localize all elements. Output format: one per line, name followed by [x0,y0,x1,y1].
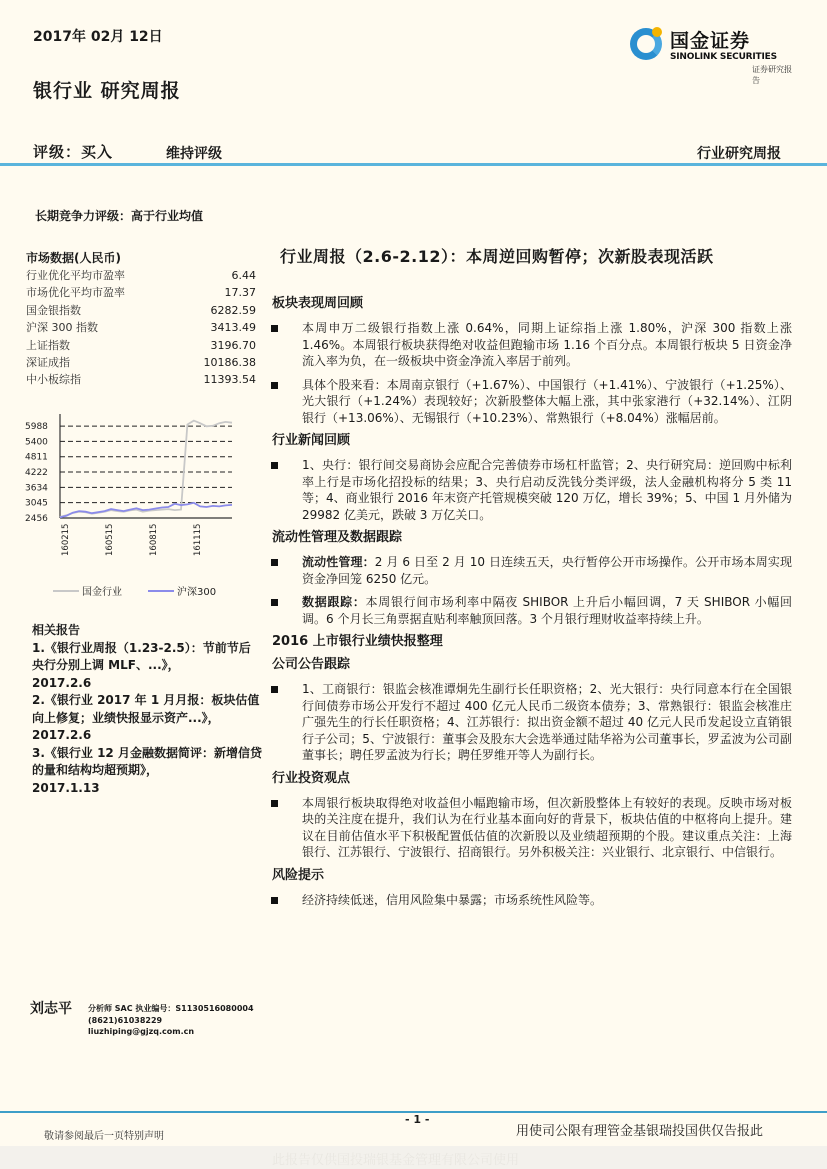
market-data-row [26,319,256,336]
square-bullet-icon [271,897,278,904]
author-name: 刘志平 [30,1001,72,1017]
row-label: 行业优化平均市盈率 [26,269,125,282]
report-type: 行业研究周报 [697,146,781,162]
bullet-text: 经济持续低迷，信用风险集中暴露；市场系统性风险等。 [302,892,603,907]
author-phone: (8621)61038229 [88,1015,163,1025]
market-data-row [26,354,256,371]
y-tick-label: 5988 [25,422,48,433]
square-bullet-icon [271,462,278,469]
logo-subtitle: 证券研究报告 [752,65,792,85]
usage-note: 用使司公限有理管金基银瑞投国供仅告报此 [516,1124,764,1139]
legend-label: 沪深300 [177,587,217,598]
bullet-item [272,457,792,523]
y-tick-label: 2456 [25,514,48,524]
row-value: 17.37 [224,286,256,300]
x-tick-label: 161115 [193,523,203,556]
bullet-text: 本周申万二级银行指数上涨 0.64%，同期上证综指上涨 1.80%，沪深 300 指数上涨 1.46%。本周银行板块获得绝对收益但跑输市场 1.16 个百分点。本周银行板块 5 日资金净流入率为负，在一级板块中资金净流入率居于前列。 [302,321,792,368]
header-divider [0,163,827,166]
author-email[interactable]: liuzhiping@gjzq.com.cn [88,1027,195,1036]
square-bullet-icon [271,559,278,566]
x-tick-label: 160515 [105,523,115,556]
author-info [88,1003,254,1038]
bullet-label: 流动性管理： [302,555,375,569]
square-bullet-icon [271,599,278,606]
bullet-item [272,594,792,627]
x-tick-label: 160815 [149,523,159,556]
bullet-text: 本周银行间市场利率中隔夜 SHIBOR 上升后小幅回调，7 天 SHIBOR 小幅回调。6 个月长三角票据直贴利率触顶回落。3 个月银行理财收益率持续上升。 [302,595,792,626]
row-label: 中小板综指 [26,373,81,387]
author-license: 分析师 SAC 执业编号：S1130516080004 [88,1004,254,1013]
bullet-text: 2 月 6 日至 2 月 10 日连续五天，央行暂停公开市场操作。公开市场本周实现资金净回笼 6250 亿元。 [302,555,792,586]
page-number: - 1 - [405,1113,430,1126]
logo-cn-name: 国金证券 [670,30,751,52]
row-value: 11393.54 [203,373,256,387]
bullet-text: 具体个股来看：本周南京银行（+1.67%）、中国银行（+1.41%）、宁波银行（+1.25%）、光大银行（+1.24%）表现较好；次新股整体大幅上涨，其中张家港行（+32.14%）、江阴银行（+13.06%）、无锡银行（+10.23%）、常熟银行（+8.04%）涨幅居前。 [302,377,792,425]
logo-dot-icon [652,27,662,37]
bullet-item [272,377,792,427]
index-comparison-chart [20,410,240,600]
section-heading: 板块表现周回顾 [272,296,364,311]
row-label: 市场优化平均市盈率 [26,286,125,300]
row-label: 上证指数 [26,338,70,352]
section-heading: 公司公告跟踪 [272,657,351,672]
row-label: 国金银指数 [26,303,81,317]
y-tick-label: 3045 [25,498,48,509]
rating-status: 维持评级 [166,146,222,162]
related-report-item[interactable]: 3.《银行业 12 月金融数据简评：新增信贷的量和结构均超预期》， 2017.1.13 [32,745,262,795]
section-heading: 行业新闻回顾 [272,433,351,448]
line-chart [20,410,240,600]
x-tick-label: 160215 [61,523,71,556]
y-tick-label: 4811 [25,452,48,463]
logo-en-name: SINOLINK SECURITIES [670,52,777,62]
bullet-item [272,320,792,370]
market-data-row [26,302,256,319]
bullet-label: 数据跟踪： [302,595,366,609]
square-bullet-icon [271,800,278,807]
market-data-row [26,267,256,284]
market-data-row [26,371,256,388]
bullet-item [272,681,792,764]
related-reports [32,622,262,797]
bullet-item [272,892,792,909]
series-line [60,503,232,518]
market-data-row [26,284,256,301]
row-value: 6282.59 [210,303,256,317]
y-tick-label: 5400 [25,437,48,448]
square-bullet-icon [271,325,278,332]
industry-title: 银行业 研究周报 [33,80,181,102]
bullet-text: 本周银行板块取得绝对收益但小幅跑输市场，但次新股整体上有较好的表现。反映市场对板块的关注度在提升，我们认为在行业基本面向好的背景下，板块估值的中枢将向上提升。建议在目前估值水平下积极配置低估值的次新股以及业绩超预期的个股。建议重点关注：上海银行、江苏银行、宁波银行、招商银行。另外积极关注：兴业银行、北京银行、中信银行。 [302,795,792,859]
report-date: 2017年 02月 12日 [33,29,163,45]
rating: 评级：买入 [33,143,114,161]
watermark: 此报告仅供国投瑞银基金管理有限公司使用 [272,1153,520,1168]
row-value: 3413.49 [210,321,256,335]
bullet-item [272,554,792,587]
square-bullet-icon [271,382,278,389]
y-tick-label: 4222 [25,468,48,479]
bullet-text: 1、央行：银行间交易商协会应配合完善债券市场杠杆监管；2、央行研究局：逆回购中标利率上行是市场化招投标的结果；3、央行启动反洗钱分类评级，法人金融机构将分 5 类 11 等；4、商业银行 2016 年末资产托管规模突破 120 万亿，增长 39%；5、中国 1 月外储为 29982 亿美元，跌破 3 万亿关口。 [302,458,792,522]
related-reports-title: 相关报告 [32,623,81,637]
market-data-row [26,337,256,354]
related-report-item[interactable]: 2.《银行业 2017 年 1 月月报：板块估值向上修复；业绩快报显示资产...》，2017.2.6 [32,693,260,742]
section-heading: 风险提示 [272,867,325,883]
related-report-item[interactable]: 1.《银行业周报（1.23-2.5）：节前节后央行分别上调 MLF、...》， 2017.2.6 [32,640,251,690]
legend-label: 国金行业 [82,587,122,598]
row-label: 深证成指 [26,355,70,369]
square-bullet-icon [271,686,278,693]
section-heading: 2016 上市银行业绩快报整理 [272,634,443,649]
long-term-rating: 长期竞争力评级：高于行业均值 [35,209,204,223]
row-value: 3196.70 [210,338,256,352]
disclaimer-note: 敬请参阅最后一页特别声明 [44,1131,164,1142]
row-value: 10186.38 [203,355,256,369]
section-heading: 流动性管理及数据跟踪 [272,530,403,545]
report-body [272,290,792,913]
row-label: 沪深 300 指数 [26,321,98,335]
bullet-item [272,795,792,861]
y-tick-label: 3634 [25,483,48,494]
sinolink-logo [628,24,793,85]
row-value: 6.44 [231,269,256,282]
report-title: 行业周报（2.6-2.12）：本周逆回购暂停；次新股表现活跃 [280,247,714,266]
section-heading: 行业投资观点 [272,770,351,786]
bullet-text: 1、工商银行：银监会核准谭炯先生副行长任职资格；2、光大银行：央行同意本行在全国银行间债券市场公开发行不超过 400 亿元人民币二级资本债券；3、常熟银行：银监会核准庄广强先生的行长任职资格；4、江苏银行：拟出资金额不超过 40 亿元人民币发起设立直销银行子公司；5、宁波银行：董事会及股东大会选举通过陆华裕为公司董事长，罗孟波为公司副董事长；聘任罗孟波为行长；聘任罗维开等人为副行长。 [302,682,792,762]
market-data-title: 市场数据(人民币) [26,251,121,265]
market-data-table [26,267,256,389]
